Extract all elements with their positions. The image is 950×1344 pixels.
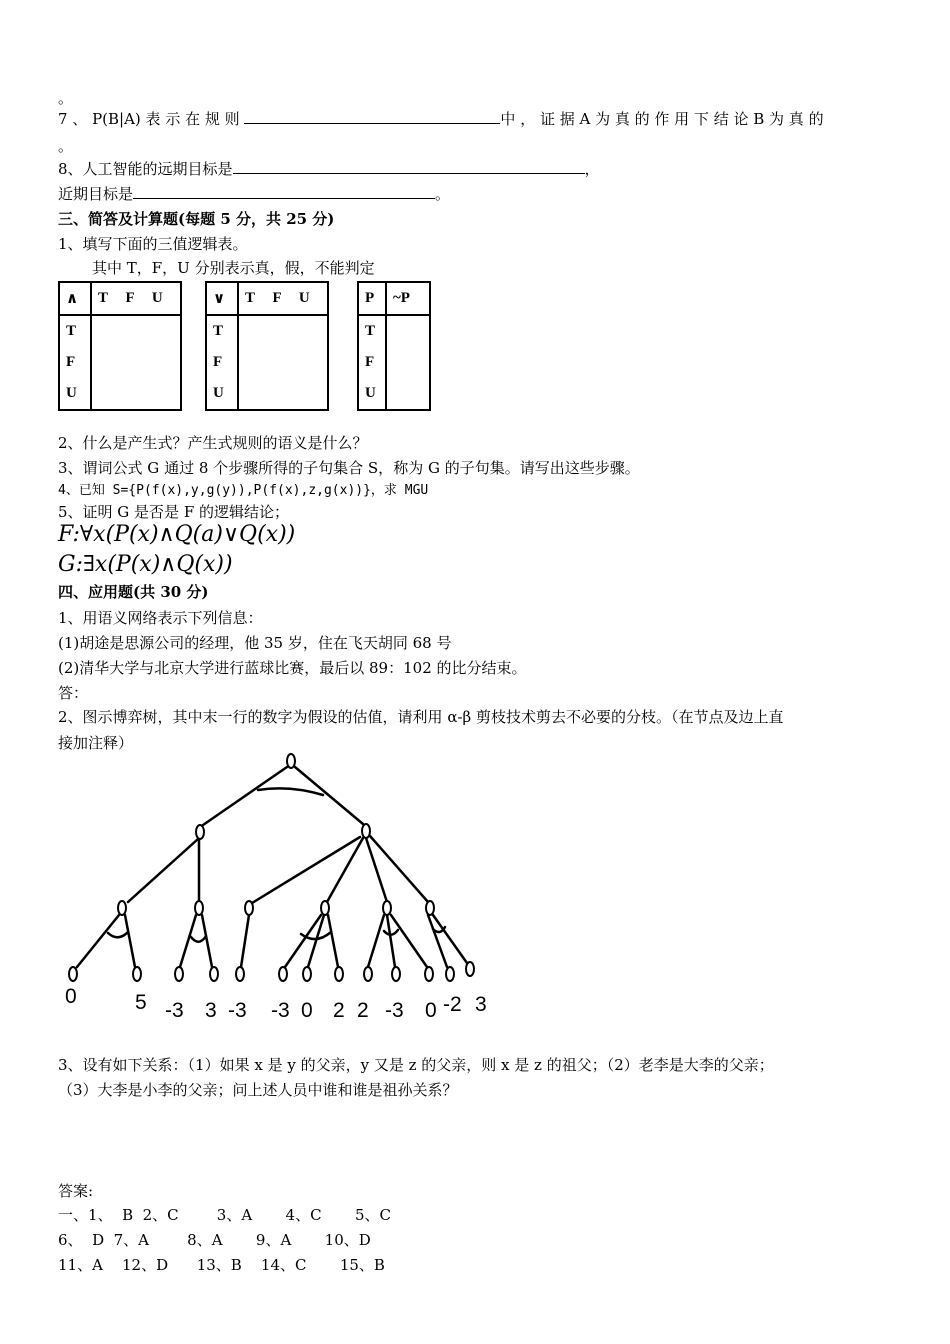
question-7 bbox=[58, 109, 824, 129]
max-node bbox=[118, 901, 126, 915]
logic-table-not bbox=[357, 281, 431, 411]
logic-table-and bbox=[58, 281, 182, 411]
answers-label: 答案: bbox=[58, 1182, 94, 1200]
not-variable: P bbox=[358, 282, 386, 315]
question-8-prefix: 8、人工智能的远期目标是 bbox=[58, 160, 233, 178]
section-4-question-2-line-1: 2、图示博弈树，其中末一行的数字为假设的估值，请利用 α-β 剪枝技术剪去不必要的分枝。（在节点及边上直 bbox=[58, 708, 784, 726]
tree-edge bbox=[368, 915, 384, 967]
section-4-question-1-item-2: (2)清华大学与北京大学进行蓝球比赛，最后以 89：102 的比分结束。 bbox=[58, 659, 527, 677]
not-column-header: ~P bbox=[386, 282, 430, 315]
section-3-question-4: 4、已知 S={P(f(x),y,g(y)),P(f(x),z,g(x))}，求 MGU bbox=[58, 483, 429, 498]
section-4-question-1-item-1: (1)胡途是思源公司的经理，他 35 岁，住在飞天胡同 68 号 bbox=[58, 634, 452, 652]
question-8-comma: ， bbox=[584, 160, 600, 178]
not-row-label: F bbox=[358, 347, 386, 378]
alpha-beta-arc bbox=[433, 927, 445, 932]
and-row-label: U bbox=[59, 378, 91, 410]
logic-table-or bbox=[205, 281, 329, 411]
or-cell-row-t[interactable] bbox=[238, 315, 328, 347]
leaf-value: -3 bbox=[385, 999, 404, 1022]
and-row-label: T bbox=[59, 315, 91, 347]
formula-g: G:∃x(P(x)∧Q(x)) bbox=[58, 552, 233, 577]
section-4-title: 四、应用题(共 30 分) bbox=[58, 583, 209, 601]
tree-edge bbox=[203, 767, 287, 825]
tree-edge bbox=[370, 836, 428, 902]
question-7-suffix: 中 ， 证 据 A 为 真 的 作 用 下 结 论 B 为 真 的 bbox=[500, 110, 824, 128]
and-cell-row-t[interactable] bbox=[91, 315, 181, 347]
leaf-node bbox=[69, 967, 77, 981]
answers-line-3: 11、A 12、D 13、B 14、C 15、B bbox=[58, 1256, 385, 1274]
leaf-value: 0 bbox=[425, 999, 437, 1022]
and-cell-row-u[interactable] bbox=[91, 378, 181, 410]
section-3-question-5: 5、证明 G 是否是 F 的逻辑结论； bbox=[58, 503, 290, 521]
alpha-beta-arc bbox=[191, 936, 206, 942]
section-3-question-1-note: 其中 T，F，U 分别表示真，假，不能判定 bbox=[92, 259, 375, 277]
section-4-question-3-line-2: （3）大李是小李的父亲；问上述人员中谁和谁是祖孙关系？ bbox=[58, 1081, 458, 1099]
leaf-node bbox=[425, 967, 433, 981]
not-row-label: U bbox=[358, 378, 386, 410]
tree-edge bbox=[202, 915, 212, 967]
leaf-value: 0 bbox=[301, 999, 313, 1022]
leaf-node bbox=[446, 967, 454, 981]
alpha-beta-arc bbox=[384, 930, 398, 935]
leaf-node bbox=[210, 967, 218, 981]
leaf-node bbox=[364, 967, 372, 981]
pruning-arc bbox=[258, 788, 323, 795]
leaf-node bbox=[236, 967, 244, 981]
section-3-question-2: 2、什么是产生式？产生式规则的语义是什么？ bbox=[58, 434, 368, 452]
leaf-node bbox=[466, 962, 474, 976]
game-tree-diagram bbox=[55, 745, 515, 1025]
section-4-question-1: 1、用语义网络表示下列信息： bbox=[58, 609, 263, 627]
and-cell-row-f[interactable] bbox=[91, 347, 181, 378]
question-8-period: 。 bbox=[435, 185, 451, 203]
leaf-value: 5 bbox=[135, 991, 147, 1014]
leaf-value: -3 bbox=[228, 999, 247, 1022]
tree-edge bbox=[387, 915, 395, 967]
leaf-value: 2 bbox=[357, 999, 369, 1022]
leaf-node bbox=[303, 967, 311, 981]
leaf-node bbox=[279, 967, 287, 981]
or-row-label: F bbox=[206, 347, 238, 378]
tree-edge bbox=[241, 915, 249, 967]
leaf-value: 3 bbox=[475, 993, 487, 1016]
leaf-value: 3 bbox=[205, 999, 217, 1022]
question-7-prefix: 7 、 P(B|A) 表 示 在 规 则 bbox=[58, 110, 240, 128]
tree-edge bbox=[366, 838, 387, 902]
section-3-title: 三、简答及计算题(每题 5 分，共 25 分) bbox=[58, 210, 335, 228]
min-node bbox=[362, 824, 370, 838]
or-row-label: T bbox=[206, 315, 238, 347]
leaf-value: -3 bbox=[165, 999, 184, 1022]
tree-edge bbox=[77, 915, 119, 967]
answers-line-2: 6、 D 7、A 8、A 9、A 10、D bbox=[58, 1231, 371, 1249]
max-node bbox=[426, 901, 434, 915]
leaf-value: 2 bbox=[333, 999, 345, 1022]
max-node bbox=[383, 901, 391, 915]
answer-label: 答： bbox=[58, 684, 89, 702]
tree-edge bbox=[328, 915, 338, 967]
alpha-beta-arc bbox=[301, 932, 331, 939]
section-3-question-1: 1、填写下面的三值逻辑表。 bbox=[58, 235, 248, 253]
leaf-value: 0 bbox=[65, 985, 77, 1008]
question-7-blank[interactable] bbox=[244, 109, 500, 124]
max-node bbox=[245, 901, 253, 915]
section-4-question-3-line-1: 3、设有如下关系：（1）如果 x 是 y 的父亲，y 又是 z 的父亲，则 x 是 z 的祖父；（2）老李是大李的父亲； bbox=[58, 1056, 774, 1074]
alpha-beta-arc bbox=[108, 932, 128, 937]
not-row-label: T bbox=[358, 315, 386, 347]
not-cell-row-u[interactable] bbox=[386, 378, 430, 410]
or-row-label: U bbox=[206, 378, 238, 410]
and-operator: ∧ bbox=[59, 282, 91, 315]
leaf-value: -2 bbox=[443, 993, 462, 1016]
section-4-question-2-line-2: 接加注释） bbox=[58, 734, 134, 752]
not-cell-row-t[interactable] bbox=[386, 315, 430, 347]
max-node bbox=[195, 901, 203, 915]
and-column-headers: T F U bbox=[91, 282, 181, 315]
tree-edge bbox=[391, 915, 427, 967]
leaf-node bbox=[133, 967, 141, 981]
max-node bbox=[321, 901, 329, 915]
formula-f: F:∀x(P(x)∧Q(a)∨Q(x)) bbox=[58, 522, 296, 547]
or-cell-row-u[interactable] bbox=[238, 378, 328, 410]
leaf-node bbox=[175, 967, 183, 981]
answers-line-1: 一、1、 B 2、C 3、A 4、C 5、C bbox=[58, 1206, 391, 1224]
section-3-question-3: 3、谓词公式 G 通过 8 个步骤所得的子句集合 S，称为 G 的子句集。请写出这些步骤。 bbox=[58, 459, 640, 477]
question-8-blank-long-term[interactable] bbox=[233, 159, 585, 174]
min-node bbox=[196, 825, 204, 839]
leaf-node bbox=[335, 967, 343, 981]
question-8-line-1 bbox=[58, 159, 600, 179]
or-operator: ∨ bbox=[206, 282, 238, 315]
root-node bbox=[287, 754, 295, 768]
not-cell-row-f[interactable] bbox=[386, 347, 430, 378]
or-cell-row-f[interactable] bbox=[238, 347, 328, 378]
question-8-line-2 bbox=[58, 184, 450, 204]
and-row-label: F bbox=[59, 347, 91, 378]
question-8-near-prefix: 近期目标是 bbox=[58, 185, 134, 203]
leaf-node bbox=[392, 967, 400, 981]
question-7-tail: 。 bbox=[58, 137, 74, 155]
tree-edge bbox=[128, 839, 198, 902]
leaf-value: -3 bbox=[271, 999, 290, 1022]
tree-edge bbox=[125, 915, 135, 967]
question-8-blank-short-term[interactable] bbox=[133, 184, 435, 199]
tree-edge bbox=[295, 767, 363, 824]
or-column-headers: T F U bbox=[238, 282, 328, 315]
top-period: 。 bbox=[58, 89, 74, 107]
